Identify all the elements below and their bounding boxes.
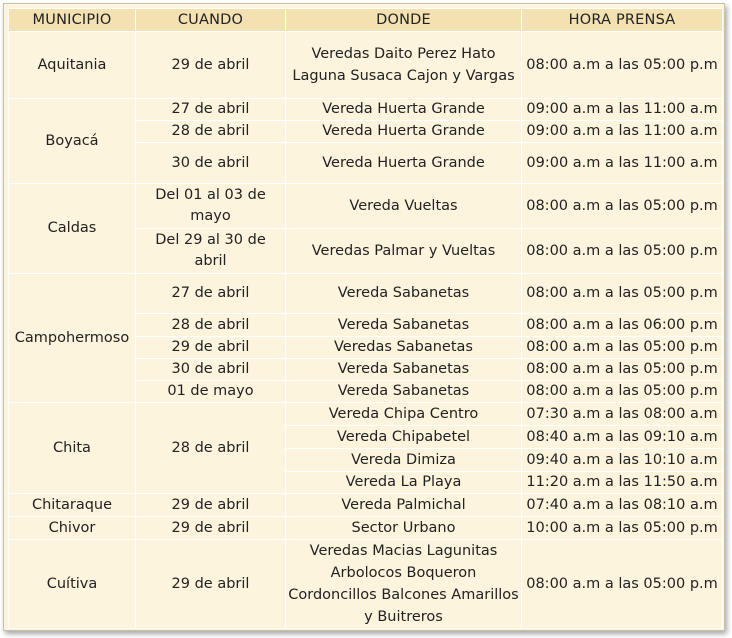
cuando-cell: 29 de abril — [136, 517, 286, 540]
donde-cell: Vereda La Playa — [286, 472, 522, 494]
hora-cell: 08:00 a.m a las 05:00 p.m — [522, 381, 723, 403]
donde-cell: Vereda Huerta Grande — [286, 99, 522, 121]
schedule-table — [8, 8, 723, 629]
municipio-cell: Chita — [9, 403, 136, 494]
donde-cell: Vereda Chipabetel — [286, 426, 522, 449]
municipio-cell: Aquitania — [9, 32, 136, 99]
donde-cell: Vereda Sabanetas — [286, 381, 522, 403]
municipio-cell: Caldas — [9, 184, 136, 274]
donde-cell: Vereda Huerta Grande — [286, 143, 522, 184]
cuando-cell: 29 de abril — [136, 32, 286, 99]
header-donde: DONDE — [286, 9, 522, 32]
municipio-cell: Boyacá — [9, 99, 136, 184]
municipio-cell: Cuítiva — [9, 540, 136, 629]
table-row — [9, 403, 723, 426]
hora-cell: 11:20 a.m a las 11:50 a.m — [522, 472, 723, 494]
table-row — [9, 517, 723, 540]
cuando-cell: Del 29 al 30 de abril — [136, 229, 286, 274]
cuando-cell: 29 de abril — [136, 540, 286, 629]
header-hora: HORA PRENSA — [522, 9, 723, 32]
hora-cell: 08:00 a.m a las 05:00 p.m — [522, 540, 723, 629]
donde-cell: Vereda Sabanetas — [286, 314, 522, 337]
municipio-cell: Chitaraque — [9, 494, 136, 517]
municipio-cell: Campohermoso — [9, 274, 136, 403]
hora-cell: 08:00 a.m a las 05:00 p.m — [522, 337, 723, 359]
donde-cell: Veredas Sabanetas — [286, 337, 522, 359]
cuando-cell: 28 de abril — [136, 314, 286, 337]
cuando-cell: 27 de abril — [136, 274, 286, 314]
hora-cell: 09:00 a.m a las 11:00 a.m — [522, 99, 723, 121]
hora-cell: 09:00 a.m a las 11:00 a.m — [522, 121, 723, 143]
cuando-cell: 01 de mayo — [136, 381, 286, 403]
cuando-cell: 30 de abril — [136, 143, 286, 184]
cuando-cell: 30 de abril — [136, 359, 286, 381]
hora-cell: 08:00 a.m a las 05:00 p.m — [522, 359, 723, 381]
cuando-cell: 29 de abril — [136, 494, 286, 517]
donde-cell: Vereda Chipa Centro — [286, 403, 522, 426]
donde-cell: Vereda Huerta Grande — [286, 121, 522, 143]
hora-cell: 08:00 a.m a las 05:00 p.m — [522, 274, 723, 314]
header-cuando: CUANDO — [136, 9, 286, 32]
cuando-cell: 29 de abril — [136, 337, 286, 359]
donde-cell: Veredas Palmar y Vueltas — [286, 229, 522, 274]
cuando-cell: 27 de abril — [136, 99, 286, 121]
header-municipio: MUNICIPIO — [9, 9, 136, 32]
table-row — [9, 184, 723, 229]
donde-cell: Sector Urbano — [286, 517, 522, 540]
hora-cell: 09:00 a.m a las 11:00 a.m — [522, 143, 723, 184]
table-row — [9, 99, 723, 121]
donde-cell: Vereda Dimiza — [286, 449, 522, 472]
table-row — [9, 274, 723, 314]
hora-cell: 08:40 a.m a las 09:10 a.m — [522, 426, 723, 449]
hora-cell: 07:40 a.m a las 08:10 a.m — [522, 494, 723, 517]
hora-cell: 07:30 a.m a las 08:00 a.m — [522, 403, 723, 426]
hora-cell: 08:00 a.m a las 05:00 p.m — [522, 32, 723, 99]
cuando-cell: 28 de abril — [136, 121, 286, 143]
donde-cell: Veredas Daito Perez Hato Laguna Susaca Cajon y Vargas — [286, 32, 522, 99]
donde-cell: Vereda Sabanetas — [286, 359, 522, 381]
donde-cell: Vereda Sabanetas — [286, 274, 522, 314]
hora-cell: 09:40 a.m a las 10:10 a.m — [522, 449, 723, 472]
municipio-cell: Chivor — [9, 517, 136, 540]
schedule-frame — [3, 3, 725, 631]
donde-cell: Veredas Macias Lagunitas Arbolocos Boqueron Cordoncillos Balcones Amarillos y Buitreros — [286, 540, 522, 629]
hora-cell: 08:00 a.m a las 06:00 p.m — [522, 314, 723, 337]
hora-cell: 08:00 a.m a las 05:00 p.m — [522, 184, 723, 229]
cuando-cell: 28 de abril — [136, 403, 286, 494]
cuando-cell: Del 01 al 03 de mayo — [136, 184, 286, 229]
table-row — [9, 494, 723, 517]
donde-cell: Vereda Palmichal — [286, 494, 522, 517]
table-row — [9, 32, 723, 99]
hora-cell: 10:00 a.m a las 05:00 p.m — [522, 517, 723, 540]
donde-cell: Vereda Vueltas — [286, 184, 522, 229]
hora-cell: 08:00 a.m a las 05:00 p.m — [522, 229, 723, 274]
header-row — [9, 9, 723, 32]
table-row — [9, 540, 723, 629]
